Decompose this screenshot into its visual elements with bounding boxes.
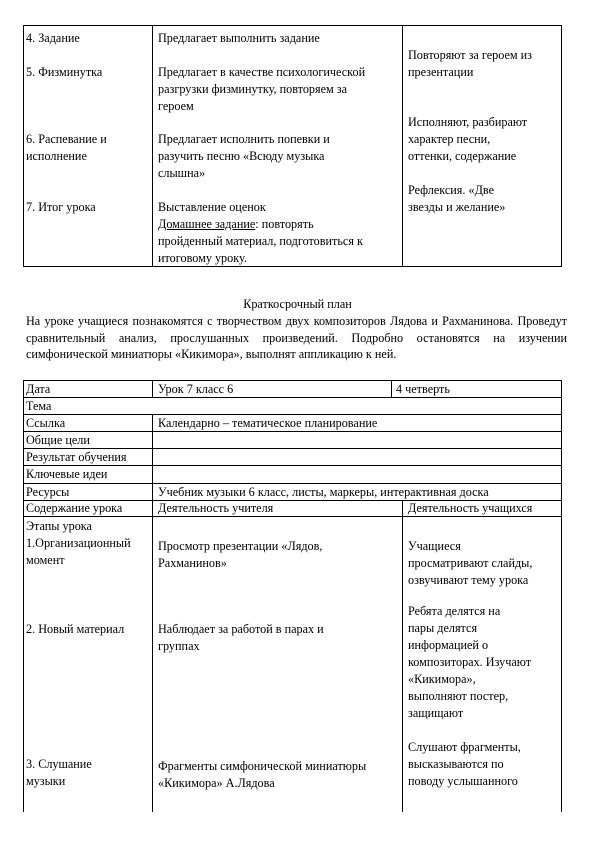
teacher-1: Просмотр презентации «Лядов, Рахманинов» — [158, 539, 323, 570]
students-6: Исполняют, разбирают характер песни, оттенки, содержание — [408, 115, 528, 163]
stage-2-new-material: 2. Новый материал — [26, 622, 125, 636]
teacher-7 — [158, 199, 363, 267]
topic-label: Тема — [26, 399, 52, 413]
key-ideas-label: Ключевые идеи — [26, 467, 108, 481]
teacher-3: Фрагменты симфонической миниатюры «Кикимора» А.Лядова — [158, 759, 367, 790]
teacher-2: Наблюдает за работой в парах и группах — [158, 622, 324, 653]
header-content: Содержание урока — [26, 501, 123, 515]
teacher-7-grading: Выставление оценок — [158, 200, 266, 214]
students-5: Повторяют за героем из презентации — [408, 48, 532, 79]
results-label: Результат обучения — [26, 450, 127, 464]
students-1: Учащиеся просматривают слайды, озвучивают тему урока — [408, 539, 533, 587]
stage-3-listening: 3. Слушание музыки — [26, 757, 92, 788]
link-label: Ссылка — [26, 416, 66, 430]
teacher-6: Предлагает исполнить попевки и разучить песню «Всюду музыка слышна» — [158, 132, 330, 180]
resources-label: Ресурсы — [26, 485, 70, 499]
students-3: Слушают фрагменты, высказываются по поводу услышанного — [408, 740, 521, 788]
plan-title: Краткосрочный план — [243, 297, 352, 311]
link-value: Календарно – тематическое планирование — [158, 416, 378, 430]
stages-label: Этапы урока — [26, 519, 92, 533]
homework-text: : повторять пройденный материал, подготовиться к итоговому уроку. — [158, 217, 363, 265]
resources-value: Учебник музыки 6 класс, листы, маркеры, интерактивная доска — [158, 485, 489, 499]
stage-1-organization: 1.Организационный момент — [26, 536, 131, 567]
date-label: Дата — [26, 382, 51, 396]
stage-4-task: 4. Задание — [26, 31, 80, 45]
stage-7-summary: 7. Итог урока — [26, 200, 96, 214]
quarter: 4 четверть — [396, 382, 450, 396]
teacher-5: Предлагает в качестве психологической разгрузки физминутку, повторяем за героем — [158, 65, 366, 113]
goals-label: Общие цели — [26, 433, 90, 447]
students-7: Рефлексия. «Две звезды и желание» — [408, 183, 506, 214]
homework-label: Домашнее задание — [158, 217, 256, 231]
teacher-4: Предлагает выполнить задание — [158, 31, 320, 45]
header-teacher: Деятельность учителя — [158, 501, 274, 515]
stage-6-singing: 6. Распевание и исполнение — [26, 132, 107, 163]
header-students: Деятельность учащихся — [408, 501, 533, 515]
lesson-info: Урок 7 класс 6 — [158, 382, 234, 396]
plan-intro: На уроке учащиеся познакомятся с творчеством двух композиторов Лядова и Рахманинова. Проведут сравнительный анализ, прослушанных произведений. Подробно остановятся на изучении симфонической миниатюры «Кикимора», выполнят аппликацию к ней. — [26, 314, 567, 361]
students-2: Ребята делятся на пары делятся информацией о композиторах. Изучают «Кикимора», выполняют постер, защищают — [408, 604, 532, 720]
stage-5-fizminutka: 5. Физминутка — [26, 65, 103, 79]
